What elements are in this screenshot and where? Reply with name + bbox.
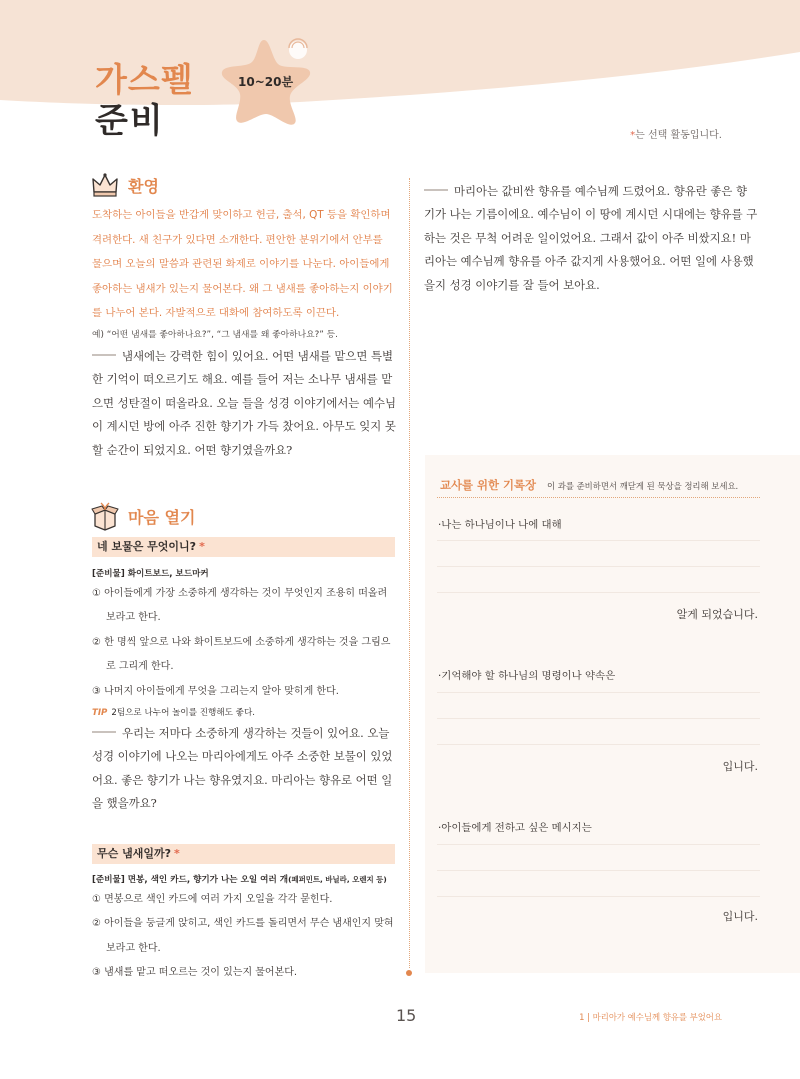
dash-marker <box>424 189 448 191</box>
activity2-step: ② 아이들을 둥글게 앉히고, 색인 카드를 돌리면서 무슨 냄새인지 맞혀 보라고 한다. <box>92 918 394 954</box>
welcome-script-text: 냄새에는 강력한 힘이 있어요. 어떤 냄새를 맡으면 특별한 기억이 떠오르기도 해요. 예를 들어 저는 소나무 냄새를 맡으면 성탄절이 떠올라요. 오늘 들을 성경 이야기에서는 예수님이 계시던 방에 아주 진한 향기가 가득 찼어요. 아무도 잊지 못할 순간이 되었지요. 어떤 향기였을까요? <box>92 349 397 457</box>
welcome-heading-label: 환영 <box>128 176 159 196</box>
welcome-instructions: 도착하는 아이들을 반갑게 맞이하고 헌금, 출석, QT 등을 확인하며 격려한다. 새 친구가 있다면 소개한다. 편안한 분위기에서 안부를 물으며 오늘의 말씀과 관련된 화제로 이야기를 나눈다. 아이들에게 좋아하는 냄새가 있는지 물어본다. 왜 그 냄새를 좋아하는지 이야기를 나누어 본다. 자발적으로 대화에 참여하도록 이끈다. <box>92 209 393 319</box>
optional-star: * <box>630 130 636 141</box>
right-intro <box>424 180 758 297</box>
notes-prompt-3: ·아이들에게 전하고 싶은 메시지는 <box>438 822 592 834</box>
page-number: 15 <box>396 1006 417 1025</box>
activity1-script <box>92 722 398 816</box>
welcome-example: 예) “어떤 냄새를 좋아하나요?”, “그 냄새를 왜 좋아하나요?” 등. <box>92 330 338 340</box>
column-divider <box>409 178 410 968</box>
writing-line[interactable] <box>437 744 760 745</box>
teacher-notes-subtitle: 이 과를 준비하면서 깨닫게 된 묵상을 정리해 보세요. <box>547 481 739 491</box>
teacher-notes-separator <box>437 497 760 498</box>
activity1-title-bar <box>92 537 395 557</box>
activity2-materials <box>92 873 387 885</box>
writing-line[interactable] <box>437 718 760 719</box>
opening-heading-label: 마음 열기 <box>128 507 196 527</box>
activity1-steps <box>92 582 397 704</box>
activity2-star: * <box>173 847 180 860</box>
gift-box-icon <box>90 501 120 531</box>
activity2-materials-label: [준비물] <box>92 875 125 885</box>
writing-line[interactable] <box>437 592 760 593</box>
activity1-step: ③ 나머지 아이들에게 무엇을 그리는지 알아 맞히게 한다. <box>92 685 339 697</box>
welcome-script <box>92 345 398 462</box>
footer-lesson-title: 1 | 마리아가 예수님께 향유를 부었어요 <box>579 1012 722 1022</box>
dash-marker <box>92 354 116 356</box>
title-preparation: 준비 <box>95 101 165 141</box>
activity1-title: 네 보물은 무엇이니? <box>97 540 197 553</box>
activity1-step: ② 한 명씩 앞으로 나와 화이트보드에 소중하게 생각하는 것을 그림으로 그리게 한다. <box>92 636 391 673</box>
column-divider-dot <box>406 970 412 976</box>
activity1-star: * <box>199 540 205 553</box>
welcome-heading <box>90 170 159 200</box>
optional-note-text: 는 선택 활동입니다. <box>635 130 722 141</box>
writing-line[interactable] <box>437 896 760 897</box>
writing-line[interactable] <box>437 692 760 693</box>
activity1-materials: [준비물] 화이트보드, 보드마커 <box>92 569 209 579</box>
activity2-title: 무슨 냄새일까? <box>97 847 171 860</box>
crown-icon <box>90 170 120 200</box>
activity1-step: ① 아이들에게 가장 소중하게 생각하는 것이 무엇인지 조용히 떠올려 보라고 한다. <box>92 588 388 624</box>
activity1-tip <box>92 706 255 718</box>
writing-line[interactable] <box>437 870 760 871</box>
activity1-script-text: 우리는 저마다 소중하게 생각하는 것들이 있어요. 오늘 성경 이야기에 나오는 마리아에게도 아주 소중한 보물이 있었어요. 좋은 향기가 나는 향유였지요. 마리아는 향유로 어떤 일을 했을까요? <box>92 726 393 811</box>
activity2-materials-items: 면봉, 색인 카드, 향기가 나는 오일 여러 개 <box>127 875 289 885</box>
dash-marker <box>92 731 116 733</box>
title-gospel: 가스펠 <box>95 60 194 99</box>
activity2-steps <box>92 888 397 986</box>
teacher-notes-title: 교사를 위한 기록장 <box>440 478 536 492</box>
activity2-materials-note: (페퍼민트, 바닐라, 오렌지 등) <box>288 875 387 884</box>
notes-ending-3: 입니다. <box>722 910 758 923</box>
writing-line[interactable] <box>437 566 760 567</box>
tip-tag: TIP <box>92 708 108 718</box>
tip-text: 2팀으로 나누어 놀이를 진행해도 좋다. <box>111 708 256 718</box>
notes-ending-1: 알게 되었습니다. <box>676 608 758 621</box>
duration-label: 10~20분 <box>238 75 294 89</box>
notes-prompt-1: ·나는 하나님이나 나에 대해 <box>438 519 562 531</box>
notes-prompt-2: ·기억해야 할 하나님의 명령이나 약속은 <box>438 670 616 682</box>
notes-ending-2: 입니다. <box>722 760 758 773</box>
activity2-step: ① 면봉으로 색인 카드에 여러 가지 오일을 각각 묻힌다. <box>92 894 333 905</box>
activity2-title-bar <box>92 844 395 864</box>
writing-line[interactable] <box>437 844 760 845</box>
writing-line[interactable] <box>437 540 760 541</box>
activity2-step: ③ 냄새를 맡고 떠오르는 것이 있는지 물어본다. <box>92 967 298 979</box>
right-intro-text: 마리아는 값비싼 향유를 예수님께 드렸어요. 향유란 좋은 향기가 나는 기름이에요. 예수님이 이 땅에 계시던 시대에는 향유를 구하는 것은 무척 어려운 일이었어요. 그래서 값이 아주 비쌌지요! 마리아는 예수님께 향유를 아주 값지게 사용했어요. 어떤 일에 사용했을지 성경 이야기를 잘 들어 보아요. <box>424 184 758 292</box>
opening-heading <box>90 501 195 531</box>
optional-note <box>630 126 722 141</box>
